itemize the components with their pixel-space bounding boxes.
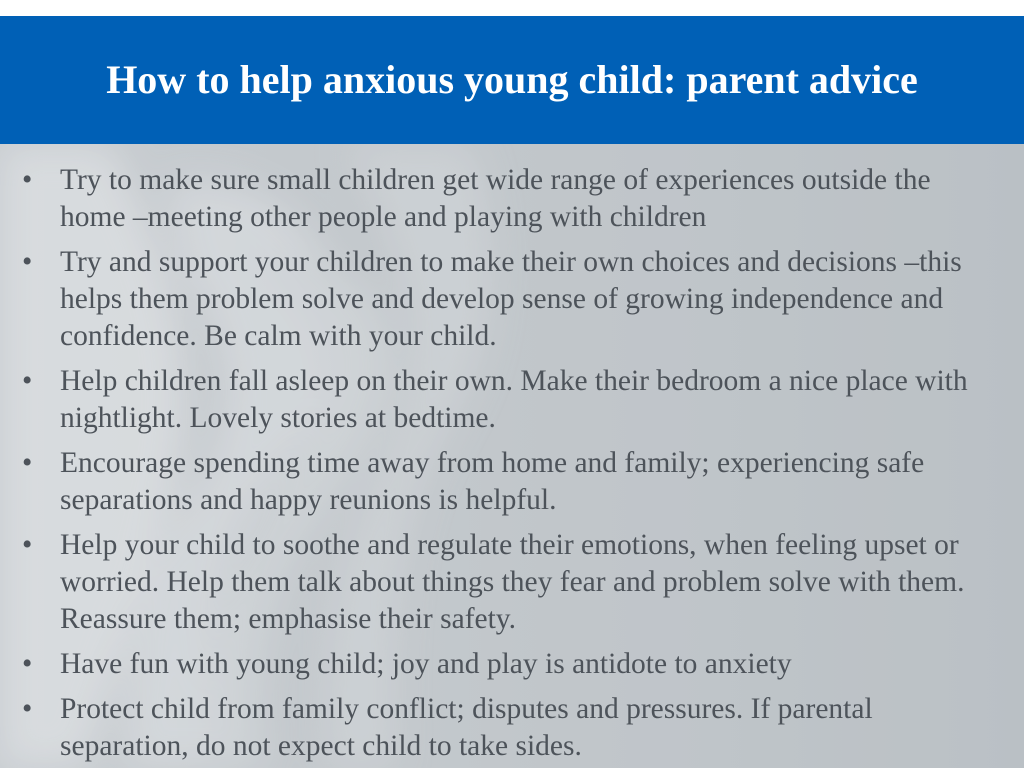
bullet-item: [22, 445, 1002, 519]
bullet-text: Encourage spending time away from home and family; experiencing safe separations and happy reunions is helpful.: [60, 447, 925, 516]
bullet-icon: •: [22, 164, 33, 196]
title-bar: [0, 16, 1024, 144]
bullet-text: Help your child to soothe and regulate their emotions, when feeling upset or worried. Help them talk about things they fear and problem solve with them. Reassure them; emphasise their safety.: [60, 529, 965, 635]
bullet-icon: •: [22, 365, 33, 397]
bullet-text: Have fun with young child; joy and play is antidote to anxiety: [60, 648, 792, 680]
content-area: [0, 144, 1024, 768]
advice-bullet-list: [22, 162, 1002, 768]
bullet-item: [22, 691, 1002, 765]
bullet-text: Protect child from family conflict; disputes and pressures. If parental separation, do not expect child to take sides.: [60, 693, 873, 762]
bullet-icon: •: [22, 529, 33, 561]
bullet-text: Try and support your children to make their own choices and decisions –this helps them problem solve and develop sense of growing independence and confidence. Be calm with your child.: [60, 246, 962, 352]
bullet-text: Help children fall asleep on their own. Make their bedroom a nice place with nightlight. Lovely stories at bedtime.: [60, 365, 968, 434]
bullet-item: [22, 646, 1002, 683]
bullet-item: [22, 363, 1002, 437]
bullet-icon: •: [22, 693, 33, 725]
bullet-icon: •: [22, 246, 33, 278]
bullet-text: Try to make sure small children get wide range of experiences outside the home –meeting other people and playing with children: [60, 164, 931, 233]
slide-title: How to help anxious young child: parent advice: [106, 57, 918, 102]
bullet-item: [22, 527, 1002, 638]
bullet-item: [22, 244, 1002, 355]
bullet-icon: •: [22, 648, 33, 680]
bullet-icon: •: [22, 447, 33, 479]
bullet-item: [22, 162, 1002, 236]
